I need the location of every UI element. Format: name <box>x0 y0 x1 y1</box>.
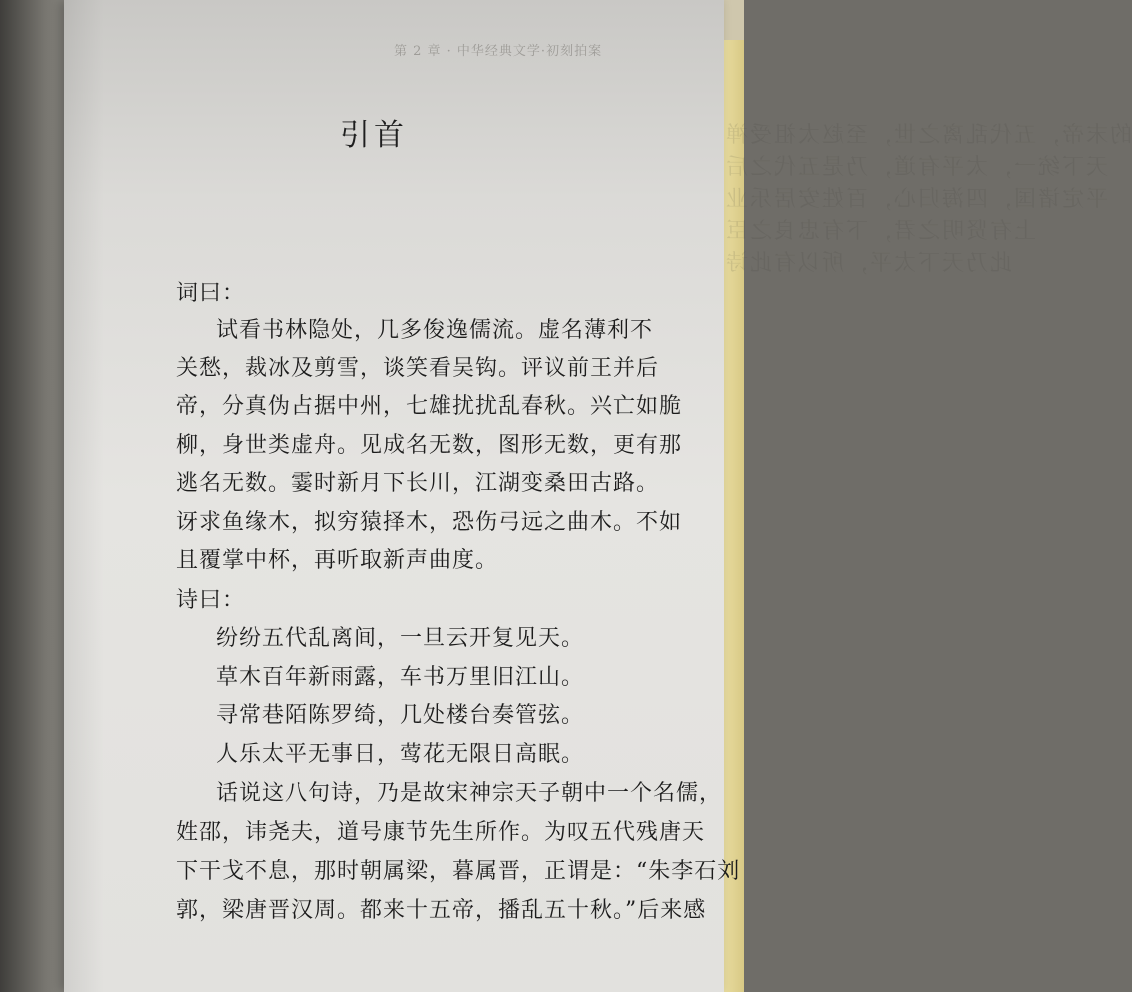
ci-line: 帝，分真伪占据中州，七雄扰扰乱春秋。兴亡如脆 <box>176 394 683 419</box>
running-header: 第 2 章 · 中华经典文学·初刻拍案 <box>394 44 603 59</box>
ci-line: 试看书林隐处，几多俊逸儒流。虚名薄利不 <box>216 318 654 343</box>
ci-line: 讶求鱼缘木，拟穷猿择木，恐伤弓远之曲木。不如 <box>176 510 683 535</box>
ci-intro-label: 词曰： <box>176 281 246 306</box>
poem-line: 寻常巷陌陈罗绮，几处楼台奏管弦。 <box>216 703 585 728</box>
chapter-title: 引首 <box>340 118 408 153</box>
poem-line: 纷纷五代乱离间，一旦云开复见天。 <box>216 626 585 651</box>
prose-line: 话说这八句诗，乃是故宋神宗天子朝中一个名儒， <box>216 781 723 806</box>
bleed-line: 平定诸国，四海归心，百姓安居乐业 <box>724 187 1109 212</box>
prose-line: 郭，梁唐晋汉周。都来十五帝，播乱五十秋。”后来感 <box>176 898 707 923</box>
prose-line: 姓邵，讳尧夫，道号康节先生所作。为叹五代残唐天 <box>176 820 706 845</box>
ci-line: 逃名无数。霎时新月下长川，江湖变桑田古路。 <box>176 471 660 496</box>
bleed-line: 此乃天下太平，所以有此诗 <box>724 251 1013 276</box>
bleed-line: 上有贤明之君，下有忠良之臣 <box>724 219 1037 244</box>
ci-line: 柳，身世类虚舟。见成名无数，图形无数，更有那 <box>176 433 683 458</box>
ci-line: 关愁，裁冰及剪雪，谈笑看吴钩。评议前王并后 <box>176 356 660 381</box>
bleed-line: 的末帝，五代乱离之世，至赵太祖受禅 <box>724 123 1132 148</box>
bleed-line: 天下统一，太平有道，乃是五代之后 <box>724 155 1109 180</box>
prose-line: 下干戈不息，那时朝属梁，暮属晋，正谓是：“朱李石刘 <box>176 859 741 884</box>
shi-intro-label: 诗曰： <box>176 588 246 613</box>
poem-line: 草木百年新雨露，车书万里旧江山。 <box>216 665 585 690</box>
book-page <box>64 0 1132 992</box>
poem-line: 人乐太平无事日，莺花无限日高眠。 <box>216 742 585 767</box>
ci-line: 且覆掌中杯，再听取新声曲度。 <box>176 548 499 573</box>
left-page-edge <box>0 0 74 992</box>
